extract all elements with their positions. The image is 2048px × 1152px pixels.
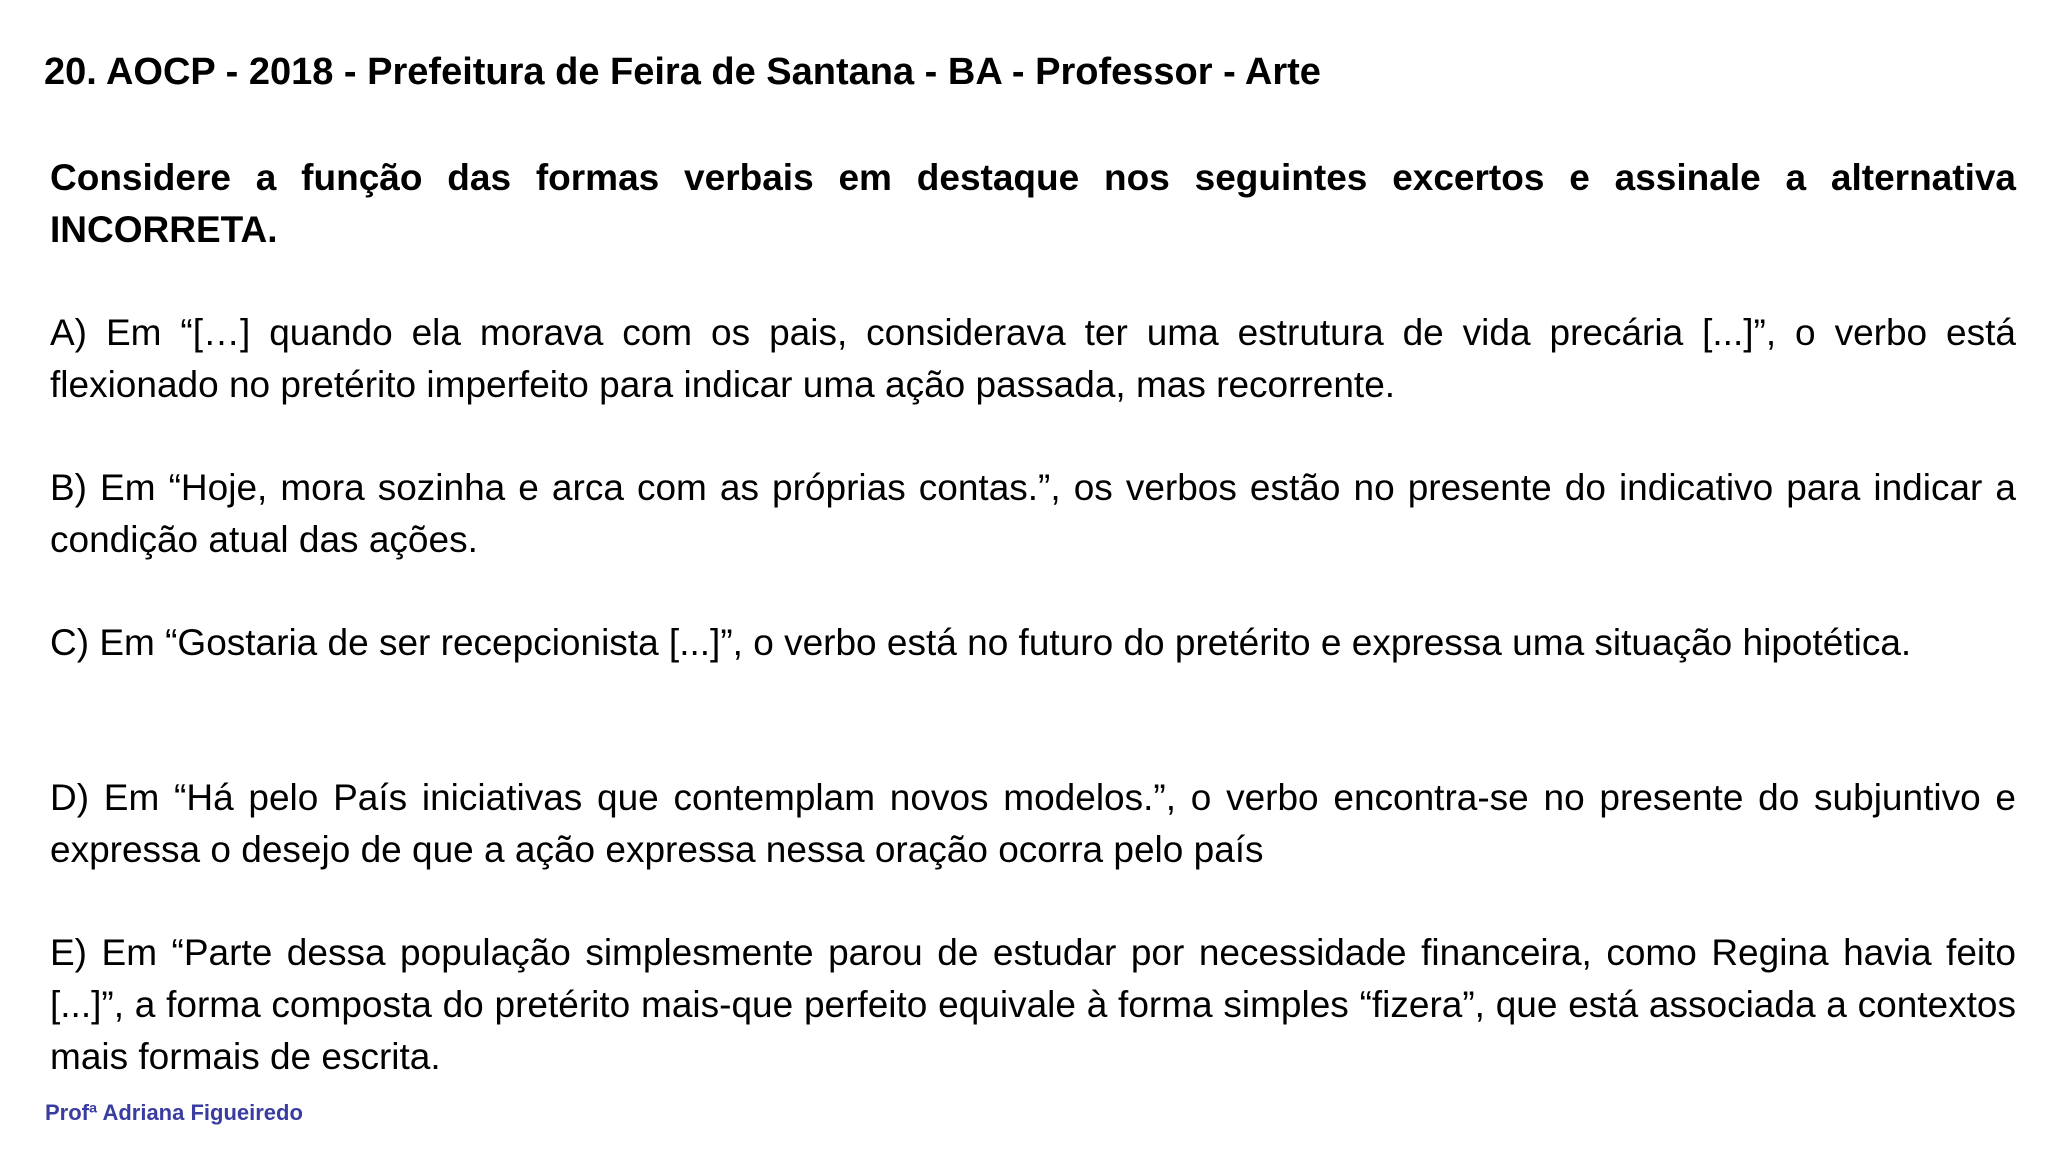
question-heading: 20. AOCP - 2018 - Prefeitura de Feira de Santana - BA - Professor - Arte	[44, 51, 1321, 93]
author-credit: Profª Adriana Figueiredo	[45, 1100, 303, 1125]
question-prompt: Considere a função das formas verbais em destaque nos seguintes excertos e assinale a alternativa INCORRETA.	[50, 157, 2016, 250]
option-e: E) Em “Parte dessa população simplesmente parou de estudar por necessidade financeira, como Regina havia feito [...]”, a forma composta do pretérito mais-que perfeito equivale à forma simples “fizera”, que está associada a contextos mais formais de escrita.	[50, 932, 2016, 1077]
option-a: A) Em “[…] quando ela morava com os pais, considerava ter uma estrutura de vida precária [...]”, o verbo está flexionado no pretérito imperfeito para indicar uma ação passada, mas recorrente.	[50, 312, 2016, 405]
option-d: D) Em “Há pelo País iniciativas que contemplam novos modelos.”, o verbo encontra-se no presente do subjuntivo e expressa o desejo de que a ação expressa nessa oração ocorra pelo país	[50, 777, 2016, 870]
option-c: C) Em “Gostaria de ser recepcionista [...]”, o verbo está no futuro do pretérito e expressa uma situação hipotética.	[50, 622, 1912, 663]
option-b: B) Em “Hoje, mora sozinha e arca com as próprias contas.”, os verbos estão no presente do indicativo para indicar a condição atual das ações.	[50, 467, 2016, 560]
